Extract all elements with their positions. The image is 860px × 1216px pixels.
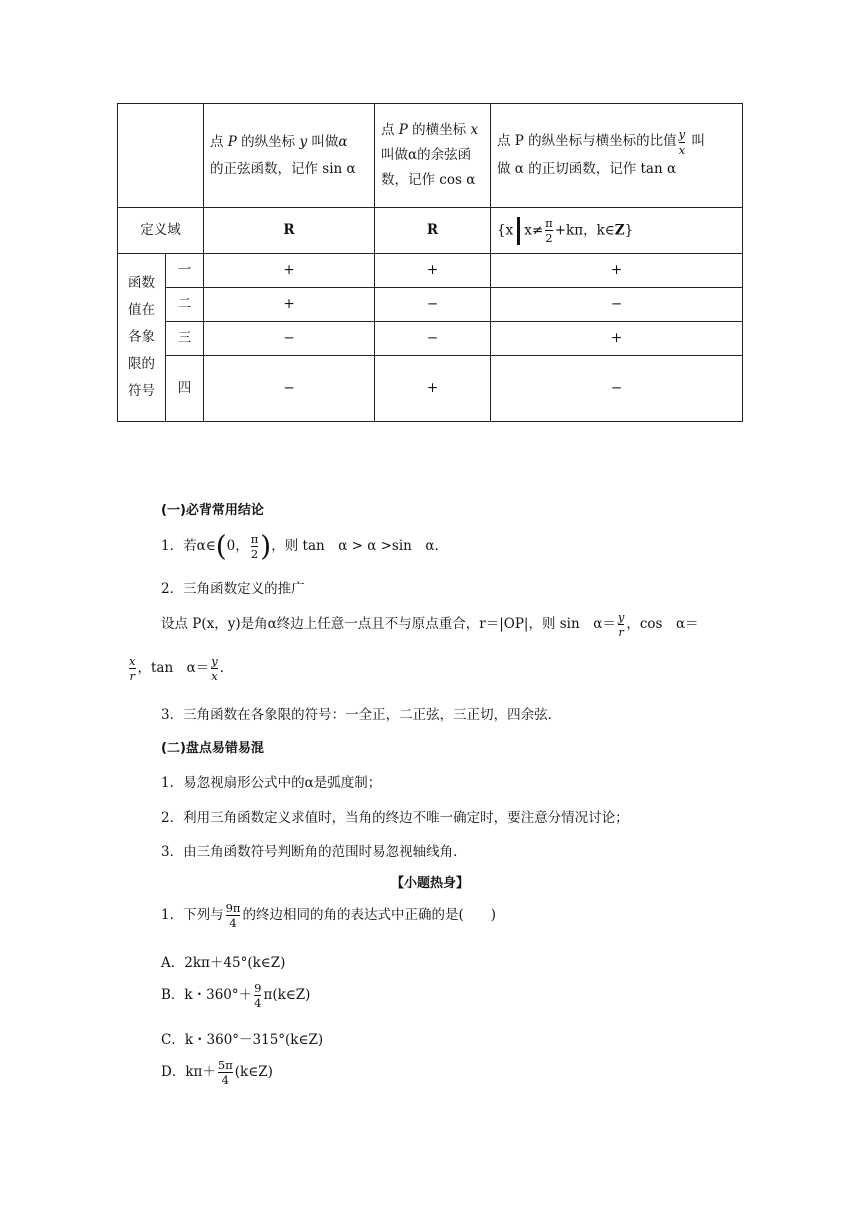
header-cos-cell: 点 P 的横坐标 x 叫做α的余弦函 数，记作 cos α: [375, 104, 491, 208]
conclusion-3: 3．三角函数在各象限的符号：一全正，二正弦，三正切，四余弦．: [161, 707, 562, 723]
sign-cos: −: [375, 322, 491, 356]
conclusion-1: 1．若α∈(0， $\frac{\pi}{2}$ )，则 tan α > α >sin α．: [161, 529, 448, 563]
option-a[interactable]: A．2kπ＋45°(k∈Z): [161, 955, 286, 971]
question-1: 1．下列与 $\frac{9\pi}{4}$ 的终边相同的角的表达式中正确的是( ): [161, 900, 497, 930]
domain-label: 定义域: [118, 208, 204, 254]
quadrant-label: 三: [166, 322, 204, 356]
conclusion-2-body: 设点 P(x，y)是角α终边上任意一点且不与原点重合，r＝|OP|，则 sin α＝ $\frac{y}{r}$ ，cos α＝: [161, 609, 699, 639]
domain-sin: R: [204, 208, 375, 254]
quadrant-row-3: [118, 322, 743, 356]
section2-title: (二)盘点易错易混: [161, 741, 264, 756]
header-tan-cell: 点 P 的纵坐标与横坐标的比值 $\frac{y}{x}$ 叫 做 α 的正切函数，记作 tan α: [491, 104, 743, 208]
quadrant-row-4: [118, 356, 743, 422]
sign-sin: +: [204, 288, 375, 322]
header-empty-cell: [118, 104, 204, 208]
sign-cos: +: [375, 254, 491, 288]
pitfall-2: 2．利用三角函数定义求值时，当角的终边不唯一确定时，要注意分情况讨论；: [161, 810, 629, 826]
sign-tan: +: [491, 254, 743, 288]
sign-tan: −: [491, 288, 743, 322]
pitfall-3: 3．由三角函数符号判断角的范围时易忽视轴线角．: [161, 844, 467, 860]
option-c[interactable]: C．k・360°－315°(k∈Z): [161, 1032, 324, 1048]
quadrant-label: 四: [166, 356, 204, 422]
sign-tan: −: [491, 356, 743, 422]
header-sin-cell: 点 P 的纵坐标 y 叫做α 的正弦函数，记作 sin α: [204, 104, 375, 208]
trig-definition-table: [117, 103, 743, 422]
option-d[interactable]: D．kπ＋ $\frac{5\pi}{4}$ (k∈Z): [161, 1057, 273, 1087]
table-header-row: [118, 104, 743, 208]
domain-row: [118, 208, 743, 254]
sign-cos: −: [375, 288, 491, 322]
sign-sin: −: [204, 356, 375, 422]
sign-label-cell: 函数 值在 各象 限的 符号: [118, 254, 166, 422]
sign-tan: +: [491, 322, 743, 356]
sign-sin: +: [204, 254, 375, 288]
sign-cos: +: [375, 356, 491, 422]
section1-title: (一)必背常用结论: [161, 503, 264, 518]
sign-sin: −: [204, 322, 375, 356]
domain-cos: R: [375, 208, 491, 254]
pitfall-1: 1．易忽视扇形公式中的α是弧度制；: [161, 775, 382, 791]
quadrant-label: 一: [166, 254, 204, 288]
conclusion-2-body-cont: $\frac{x}{r}$ ，tan α＝ $\frac{y}{x}$ ．: [129, 653, 234, 683]
domain-tan: {x x≠ $\frac{\pi}{2}$ +kπ，k∈Z}: [491, 208, 743, 254]
option-b[interactable]: B．k・360°＋ $\frac{9}{4}$ π(k∈Z): [161, 980, 311, 1010]
quadrant-label: 二: [166, 288, 204, 322]
conclusion-2-title: 2．三角函数定义的推广: [161, 581, 305, 597]
warmup-title: 【小题热身】: [390, 876, 469, 891]
quadrant-row-2: [118, 288, 743, 322]
quadrant-row-1: [118, 254, 743, 288]
